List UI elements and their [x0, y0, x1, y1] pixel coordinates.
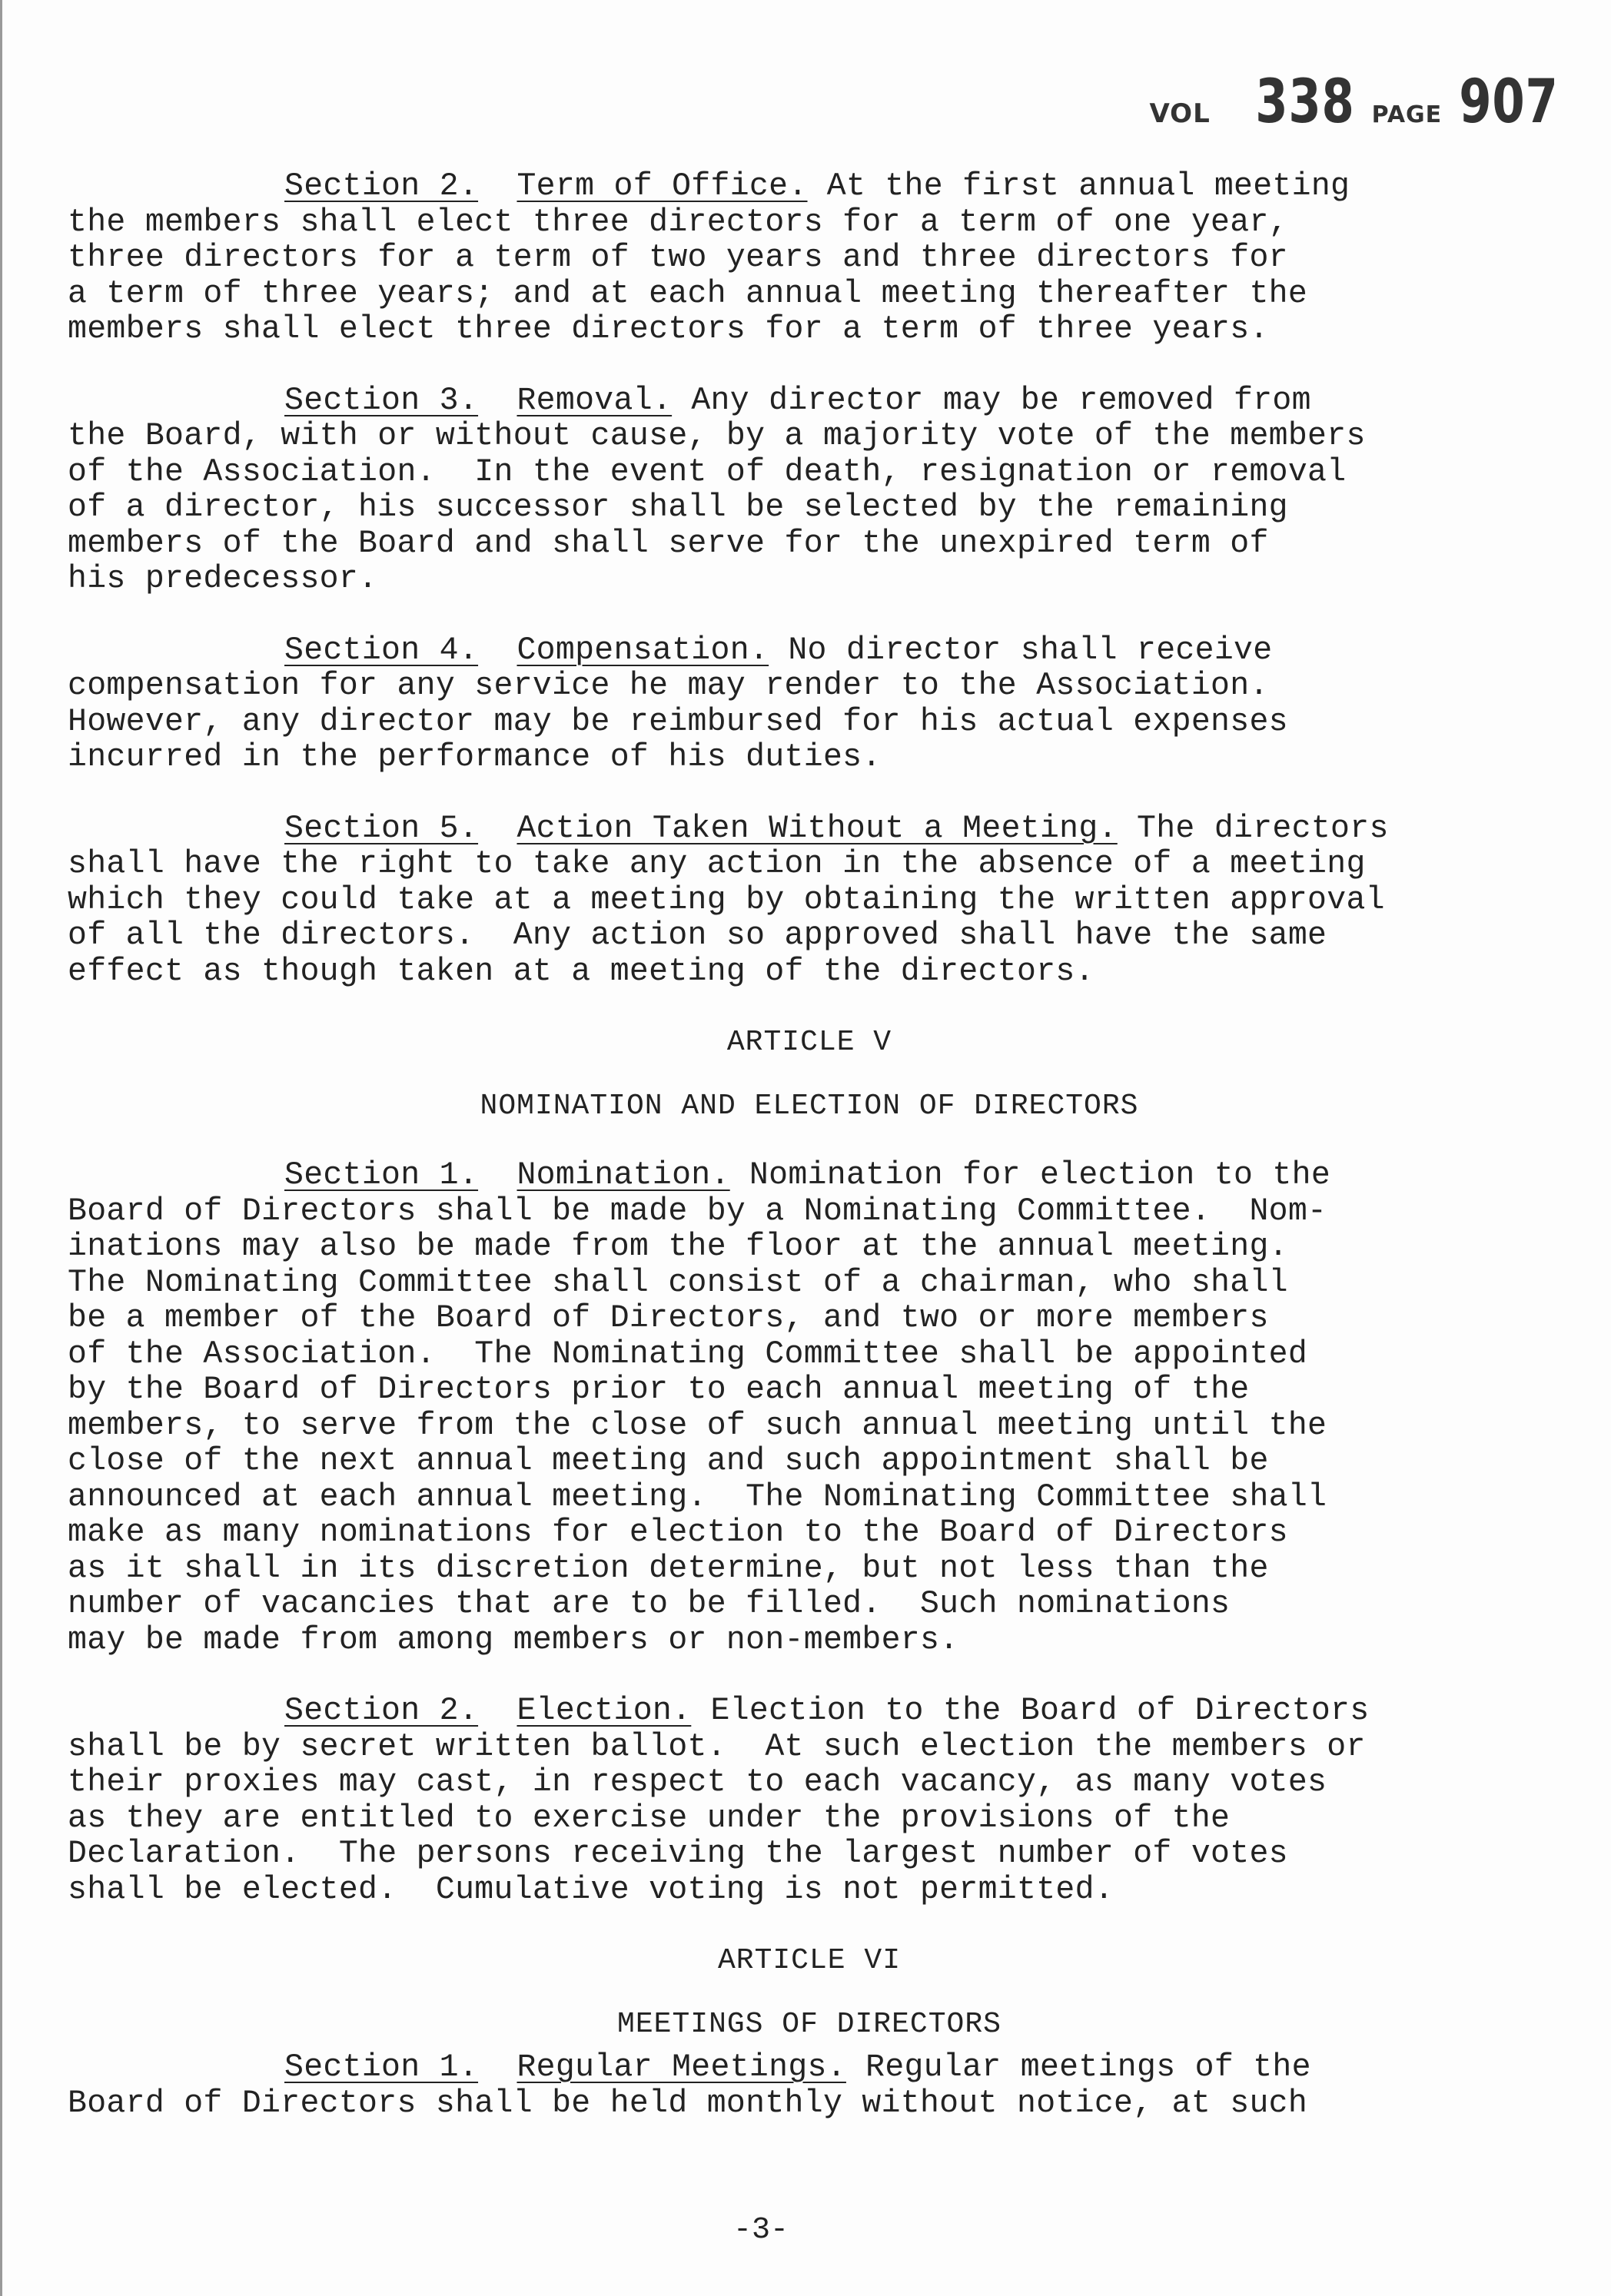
article-title: NOMINATION AND ELECTION OF DIRECTORS — [480, 1089, 1139, 1123]
section-paragraph — [68, 1694, 1551, 1908]
section-text: No director shall receive compensation for any service he may render to the Association. However, any director may be reimbursed for his actual expenses incurred in the performance of his duties. — [68, 632, 1288, 775]
section-paragraph — [68, 1158, 1551, 1658]
stamp-vol-label: VOL — [1149, 98, 1211, 129]
section-text: At the first annual meeting the members shall elect three directors for a term of one year, three directors for a term of two years and three directors for a term of three years; and at each annual meeting thereafter the members shall elect three directors for a term of three years. — [68, 168, 1350, 347]
section-label: Section 4. — [284, 632, 479, 669]
stamp-page-label: PAGE — [1371, 101, 1443, 128]
section-label: Section 2. — [284, 168, 479, 204]
section-paragraph — [68, 169, 1551, 348]
section-title: Election. — [517, 1693, 692, 1729]
section-label: Section 1. — [284, 2049, 479, 2085]
page-edge — [0, 0, 2, 2296]
page-number-footer: -3- — [732, 2213, 789, 2248]
section-paragraph — [68, 811, 1551, 990]
section-paragraph — [68, 2050, 1551, 2122]
section-title: Compensation. — [517, 632, 769, 669]
section-title: Removal. — [517, 382, 673, 419]
section-paragraph — [68, 383, 1551, 598]
section-label: Section 2. — [284, 1693, 479, 1729]
document-body — [68, 169, 1551, 2157]
section-text: Election to the Board of Directors shall be by secret written ballot. At such election the members or their proxies may cast, in respect to each vacancy, as many votes as they are entitled to exercise under the provisions of the Declaration. The persons receiving the largest number of votes shall be elected. Cumulative voting is not permitted. — [68, 1693, 1370, 1908]
article-heading: ARTICLE V — [726, 1026, 892, 1059]
section-paragraph — [68, 633, 1551, 776]
section-title: Term of Office. — [517, 168, 808, 204]
article-heading: ARTICLE VI — [717, 1944, 902, 1977]
section-text: Any director may be removed from the Board, with or without cause, by a majority vote of the members of the Association. In the event of death, resignation or removal of a director, his successor shall be selected by the remaining members of the Board and shall serve for the unexpired term of his predecessor. — [68, 382, 1366, 597]
article-title: MEETINGS OF DIRECTORS — [617, 2007, 1001, 2041]
stamp-vol-number: 338 — [1255, 68, 1355, 137]
section-title: Action Taken Without a Meeting. — [517, 810, 1118, 847]
section-title: Regular Meetings. — [517, 2049, 846, 2085]
section-label: Section 3. — [284, 382, 479, 419]
section-text: Regular meetings of the Board of Directors shall be held monthly without notice, at such — [68, 2049, 1311, 2122]
section-label: Section 5. — [284, 810, 479, 847]
section-text: The directors shall have the right to take any action in the absence of a meeting which they could take at a meeting by obtaining the written approval of all the directors. Any action so approved shall have the same effect as though taken at a meeting of the directors. — [68, 810, 1389, 990]
section-label: Section 1. — [284, 1157, 479, 1193]
recording-stamp — [1149, 68, 1573, 137]
section-text: Nomination for election to the Board of Directors shall be made by a Nominating Committee. Nom- inations may also be made from the floor at the annual meeting. The Nominating Committee shall consist of a chairman, who shall be a member of the Board of Directors, and two or more members of the Association. The Nominating Committee shall be appointed by the Board of Directors prior to each annual meeting of the members, to serve from the close of such annual meeting until the close of the next annual meeting and such appointment shall be announced at each annual meeting. The Nominating Committee shall make as many nominations for election to the Board of Directors as it shall in its discretion determine, but not less than the number of vacancies that are to be filled. Such nominations may be made from among members or non-members. — [68, 1157, 1331, 1658]
section-title: Nomination. — [517, 1157, 730, 1193]
stamp-page-number: 907 — [1459, 68, 1559, 137]
